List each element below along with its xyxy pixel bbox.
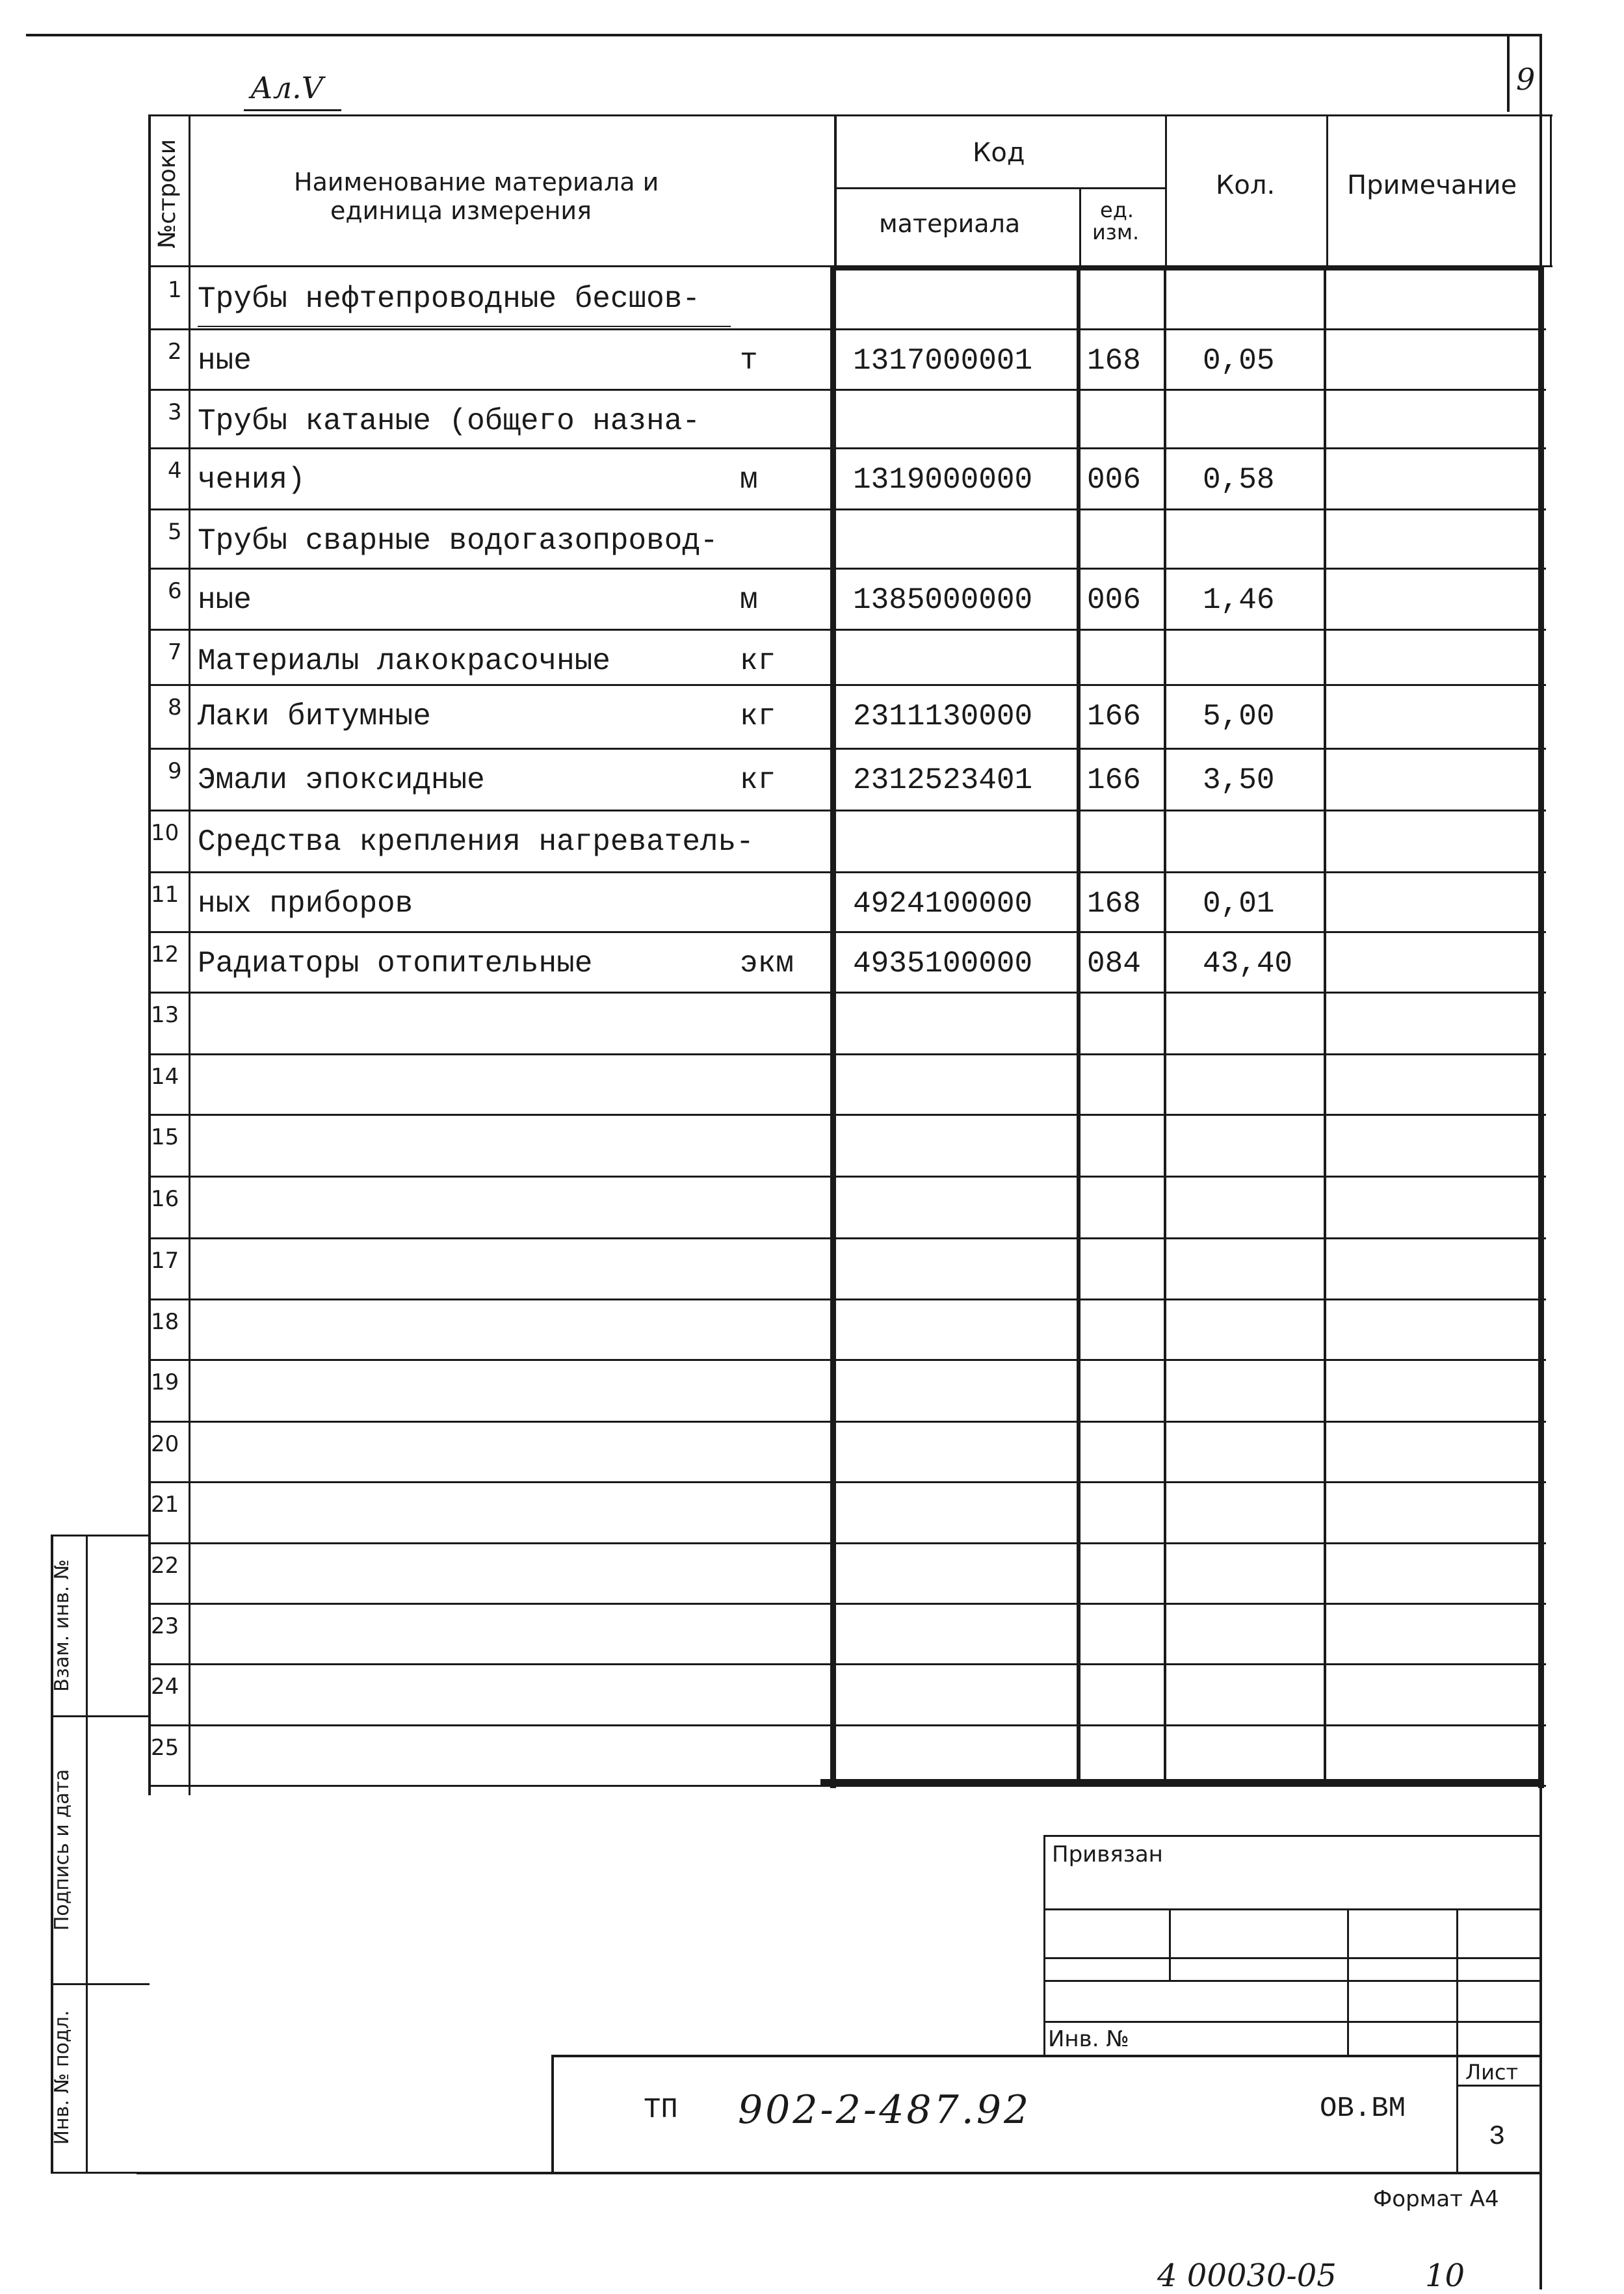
- header-unit-line2: изм.: [1092, 220, 1140, 244]
- row-number: 25: [151, 1735, 179, 1761]
- row-unit: м: [740, 583, 758, 617]
- header-unit-line1: ед.: [1100, 198, 1134, 222]
- archive-page: 10: [1425, 2258, 1465, 2294]
- row-unit-code: 084: [1087, 947, 1141, 981]
- row-number: 17: [151, 1248, 179, 1274]
- row-number: 15: [151, 1124, 179, 1150]
- row-unit-code: 166: [1087, 700, 1141, 733]
- row-quantity: 0,58: [1203, 463, 1275, 497]
- col-right-header: [1550, 114, 1552, 265]
- row-divider: [148, 748, 1546, 750]
- row-number: 5: [168, 519, 182, 545]
- row-name: Эмали эпоксидные: [198, 763, 485, 797]
- row-divider: [148, 1359, 1546, 1361]
- row-number: 3: [168, 399, 182, 425]
- row-name: ных приборов: [198, 887, 413, 921]
- linked-col2: [1347, 1908, 1349, 2055]
- row-divider: [148, 629, 1546, 631]
- title-outer-bottom: [137, 2172, 1541, 2174]
- header-top-line: [148, 114, 1552, 116]
- row-quantity: 43,40: [1203, 947, 1293, 981]
- title-doc-left: [551, 2055, 554, 2173]
- stamp-div1: [51, 1715, 150, 1717]
- doc-code: ОВ.ВМ: [1320, 2092, 1406, 2125]
- linked-row2: [1043, 1957, 1541, 1959]
- linked-row1: [1043, 1908, 1541, 1910]
- header-qty: Кол.: [1216, 170, 1276, 200]
- linked-col3: [1456, 1908, 1458, 2172]
- row-divider: [148, 931, 1546, 933]
- row-divider: [148, 1663, 1546, 1665]
- row-unit: кг: [740, 644, 776, 678]
- row-divider: [148, 1542, 1546, 1544]
- body-thick-top: [830, 265, 1544, 270]
- row-quantity: 0,05: [1203, 344, 1275, 378]
- row-quantity: 1,46: [1203, 583, 1275, 617]
- linked-label: Привязан: [1052, 1841, 1163, 1867]
- row-unit: м: [740, 463, 758, 497]
- row-number: 18: [151, 1309, 179, 1335]
- archive-number: 4 00030-05: [1157, 2258, 1337, 2294]
- row-number: 19: [151, 1369, 179, 1395]
- row-divider: [148, 1237, 1546, 1239]
- row-name: Средства крепления нагреватель-: [198, 825, 754, 859]
- row-divider: [148, 447, 1546, 449]
- linked-box-left: [1043, 1835, 1045, 2056]
- row-number: 11: [151, 882, 179, 908]
- row-unit-code: 006: [1087, 463, 1141, 497]
- row-unit: кг: [740, 763, 776, 797]
- stamp-signature-date: Подпись и дата: [51, 1769, 73, 1931]
- header-material: материала: [879, 209, 1021, 238]
- row-name: Трубы нефтепроводные бесшов-: [198, 282, 700, 316]
- header-code-split: [835, 187, 1167, 189]
- row-quantity: 0,01: [1203, 887, 1275, 921]
- row-name: чения): [198, 463, 306, 497]
- row-number: 22: [151, 1553, 179, 1579]
- page-number: 9: [1516, 62, 1536, 97]
- linked-col1: [1169, 1908, 1171, 1981]
- body-thick-unit-left: [1077, 267, 1080, 1782]
- row-material-code: 2312523401: [853, 763, 1033, 797]
- row-divider: [148, 1724, 1546, 1726]
- row-divider: [148, 871, 1546, 873]
- page-number-divider: [1507, 34, 1510, 112]
- header-row-number: №строки: [154, 138, 181, 249]
- stamp-top: [51, 1535, 150, 1536]
- row-number: 4: [168, 458, 182, 484]
- row-divider: [148, 1053, 1546, 1055]
- body-thick-bottom: [820, 1779, 1542, 1785]
- row-number: 23: [151, 1613, 179, 1639]
- sheet-label: Лист: [1465, 2060, 1519, 2085]
- row-number: 21: [151, 1492, 179, 1518]
- row-divider: [148, 1176, 1546, 1178]
- body-qty-left: [1164, 267, 1166, 1782]
- linked-row3: [1043, 1980, 1541, 1982]
- frame-top-line: [26, 34, 1541, 36]
- row-divider: [148, 508, 1546, 510]
- stamp-replaced-inv: Взам. инв. №: [51, 1559, 73, 1692]
- row-divider: [148, 1421, 1546, 1423]
- body-thick-left: [830, 267, 836, 1788]
- row-name: ные: [198, 344, 252, 378]
- row-material-code: 4935100000: [853, 947, 1033, 981]
- row-unit-code: 168: [1087, 887, 1141, 921]
- inv-no-label: Инв. №: [1048, 2026, 1129, 2052]
- sheet-label-line: [1456, 2085, 1541, 2087]
- doc-prefix: ТП: [644, 2094, 678, 2126]
- row-quantity: 3,50: [1203, 763, 1275, 797]
- col-unit-left-header: [1079, 187, 1081, 265]
- row-name: Лаки битумные: [198, 700, 431, 733]
- row-unit-code: 006: [1087, 583, 1141, 617]
- row-name: Радиаторы отопительные: [198, 947, 593, 981]
- row-material-code: 1317000001: [853, 344, 1033, 378]
- row-divider: [148, 1785, 1546, 1787]
- header-note: Примечание: [1347, 170, 1517, 200]
- row-material-code: 1385000000: [853, 583, 1033, 617]
- sheet-number: 3: [1489, 2121, 1506, 2152]
- row-material-code: 2311130000: [853, 700, 1033, 733]
- row-number: 9: [168, 758, 182, 784]
- row-material-code: 4924100000: [853, 887, 1033, 921]
- row-divider: [148, 389, 1546, 391]
- row-number: 16: [151, 1186, 179, 1212]
- row-number: 14: [151, 1064, 179, 1090]
- album-label: Ал.V: [250, 70, 323, 105]
- row-divider: [148, 684, 1546, 686]
- row-material-code: 1319000000: [853, 463, 1033, 497]
- row-number: 6: [168, 578, 182, 604]
- title-doc-top: [553, 2055, 1541, 2057]
- row-unit: т: [740, 344, 758, 378]
- row-unit: кг: [740, 700, 776, 733]
- row-divider: [148, 568, 1546, 570]
- row-divider: [148, 1114, 1546, 1116]
- album-underline: [244, 109, 341, 111]
- body-thick-right: [1538, 267, 1544, 1788]
- row-unit-code: 168: [1087, 344, 1141, 378]
- row-number: 1: [168, 277, 182, 303]
- row-divider: [148, 1299, 1546, 1300]
- row-quantity: 5,00: [1203, 700, 1275, 733]
- row-divider: [148, 810, 1546, 811]
- row-unit-code: 166: [1087, 763, 1141, 797]
- row-divider: [148, 328, 1546, 330]
- row-name: Материалы лакокрасочные: [198, 644, 610, 678]
- doc-number: 902-2-487.92: [738, 2087, 1032, 2133]
- row-number: 8: [168, 694, 182, 720]
- row-number: 24: [151, 1674, 179, 1700]
- format-label: Формат А4: [1373, 2186, 1499, 2212]
- linked-row4: [1043, 2021, 1541, 2023]
- row-number: 7: [168, 639, 182, 665]
- body-note-left: [1324, 267, 1326, 1782]
- row-name: Трубы сварные водогазопровод-: [198, 524, 718, 558]
- row-divider: [148, 1481, 1546, 1483]
- row-number: 12: [151, 942, 179, 968]
- row1-underline: [198, 326, 731, 327]
- header-name-line2: единица измерения: [330, 196, 592, 225]
- row-number: 13: [151, 1002, 179, 1028]
- col-note-left-header: [1326, 114, 1328, 265]
- row-unit: экм: [740, 947, 794, 981]
- col-material-left: [834, 114, 837, 265]
- row-number: 10: [151, 820, 179, 846]
- row-number: 20: [151, 1431, 179, 1457]
- row-divider: [148, 1603, 1546, 1605]
- linked-box-top: [1043, 1835, 1541, 1837]
- row-number: 2: [168, 339, 182, 365]
- row-name: Трубы катаные (общего назна-: [198, 404, 700, 438]
- row-name: ные: [198, 583, 252, 617]
- row-divider: [148, 992, 1546, 994]
- col-qty-left-header: [1165, 114, 1167, 265]
- stamp-inner: [86, 1535, 88, 2173]
- header-name-line1: Наименование материала и: [294, 168, 659, 196]
- stamp-inv-original: Инв. № подл.: [51, 2010, 73, 2145]
- header-code: Код: [973, 138, 1025, 168]
